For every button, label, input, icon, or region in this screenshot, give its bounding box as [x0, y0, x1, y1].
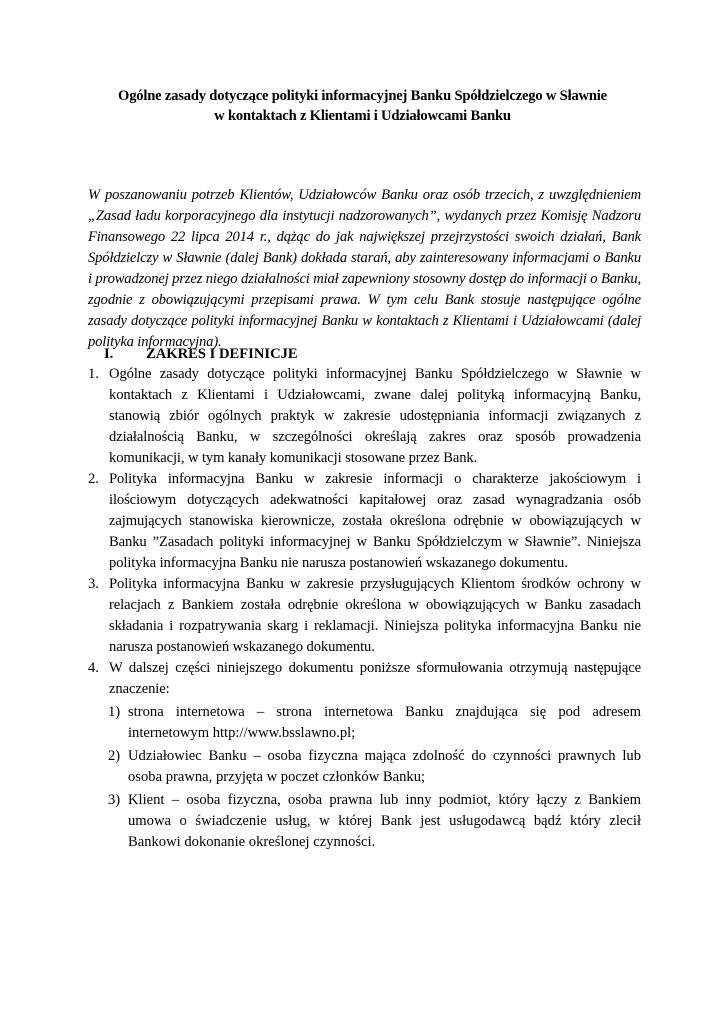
list-item-text: Polityka informacyjna Banku w zakresie informacji o charakterze jakościowym i ilościowym dotyczących adekwatności kapitałowej oraz zasad wynagradzania osób zajmujących stanowiska kierownicze, została określona odrębnie w obowiązujących w Banku ”Zasadach polityki informacyjnej w Banku Spółdzielczym w Sławnie”. Niniejsza polityka informacyjna Banku nie narusza postanowień wskazanego dokumentu.	[109, 471, 641, 571]
list-item-number: 3.	[88, 576, 99, 592]
title-line-1: Ogólne zasady dotyczące polityki informacyjnej Banku Spółdzielczego w Sławnie	[118, 88, 607, 104]
list-item	[88, 658, 641, 700]
sub-list-item-number: 3)	[108, 792, 121, 808]
list-item	[88, 364, 641, 469]
definition-client: Klient – osoba fizyczna, osoba prawna lub inny podmiot, który łączy z Bankiem umowa o świadczenie usług, w której Bank jest usługodawcą bądź który zlecił Bankowi dokonanie określonej czynności.	[128, 792, 641, 850]
list-item-text: W dalszej części niniejszego dokumentu poniższe sformułowania otrzymują następujące znaczenie:	[109, 660, 641, 697]
section-number: I.	[104, 346, 114, 362]
sub-list-item	[88, 790, 641, 853]
list-item-text: Polityka informacyjna Banku w zakresie przysługujących Klientom środków ochrony w relacjach z Bankiem została odrębnie określona w obowiązujących w Banku zasadach składania i rozpatrywania skarg i reklamacji. Niniejsza polityka informacyjna Banku nie narusza postanowień wskazanego dokumentu.	[109, 576, 641, 655]
title-line-2: w kontaktach z Klientami i Udziałowcami Banku	[214, 108, 511, 124]
list-item-text: Ogólne zasady dotyczące polityki informacyjnej Banku Spółdzielczego w Sławnie w kontaktach z Klientami i Udziałowcami, zwane dalej polityką informacyjną Banku, stanowią zbiór ogólnych praktyk w zakresie udostępniania informacji związanych z działalnością Banku, w szczególności określają zakres oraz sposób prowadzenia komunikacji, w tym kanały komunikacji stosowane przez Bank.	[109, 366, 641, 466]
list-item-number: 1.	[88, 366, 99, 382]
list-item-number: 4.	[88, 660, 99, 676]
section-heading	[104, 344, 298, 364]
definition-website: strona internetowa – strona internetowa Banku znajdująca się pod adresem internetowym http://www.bsslawno.pl;	[128, 704, 641, 741]
document-title	[80, 86, 645, 126]
sub-list-item	[88, 702, 641, 744]
intro-paragraph: W poszanowaniu potrzeb Klientów, Udziałowców Banku oraz osób trzecich, z uwzględnieniem „Zasad ładu korporacyjnego dla instytucji nadzorowanych”, wydanych przez Komisję Nadzoru Finansowego 22 lipca 2014 r., dążąc do jak największej przejrzystości swoich działań, Bank Spółdzielczy w Sławnie (dalej Bank) dokłada starań, aby zainteresowany informacjami o Banku i prowadzonej przez niego działalności miał zapewniony stosowny dostęp do informacji o Banku, zgodnie z obowiązującymi przepisami prawa. W tym celu Bank stosuje następujące ogólne zasady dotyczące polityki informacyjnej Banku w kontaktach z Klientami i Udziałowcami (dalej polityka informacyjna).	[88, 187, 641, 350]
list-item-number: 2.	[88, 471, 99, 487]
sub-list-item-number: 1)	[108, 704, 121, 720]
numbered-list	[88, 364, 641, 855]
sub-list-item-number: 2)	[108, 748, 121, 764]
sub-list-item	[88, 746, 641, 788]
list-item	[88, 574, 641, 658]
list-item	[88, 469, 641, 574]
definition-shareholder: Udziałowiec Banku – osoba fizyczna mająca zdolność do czynności prawnych lub osoba prawna, przyjęta w poczet członków Banku;	[128, 748, 641, 785]
section-title: ZAKRES I DEFINICJE	[146, 346, 298, 362]
